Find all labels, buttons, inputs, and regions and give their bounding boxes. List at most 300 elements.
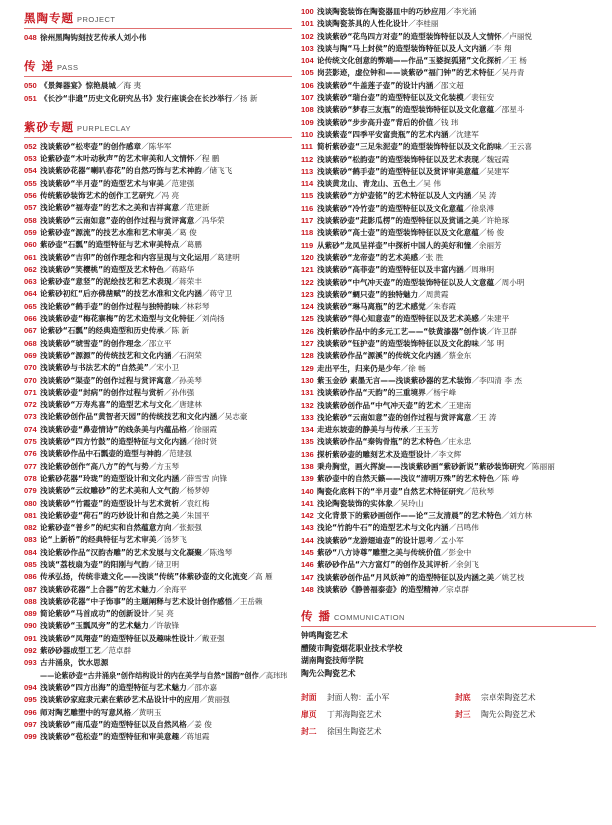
- article-title: 浅谈紫砂作品“天韵”的三重境界: [317, 388, 426, 398]
- article-author: ／彭金中: [440, 548, 472, 558]
- article-author: ／姚艺枝: [494, 572, 525, 582]
- communication-item: 钟鸣陶瓷艺术: [301, 631, 348, 641]
- toc-entry: [301, 535, 596, 547]
- page-number: 112: [301, 154, 314, 164]
- section-subtitle: COMMUNICATION: [334, 613, 405, 623]
- article-author: ／杨宇峰: [425, 388, 457, 398]
- toc-entry: [301, 559, 596, 571]
- cover-label: 封三: [455, 710, 471, 720]
- toc-entry: [301, 375, 596, 387]
- toc-entry: [24, 571, 292, 583]
- toc-entry: [301, 141, 596, 153]
- article-author: ／朱国平: [179, 510, 210, 520]
- communication-item: 陶先公陶瓷艺术: [301, 668, 356, 678]
- page-number: 079: [24, 486, 37, 496]
- article-title: 浅谈紫砂作品中石瓢壶的造型与神韵: [40, 449, 162, 459]
- page-number: 072: [24, 400, 37, 410]
- toc-entry: [301, 240, 596, 252]
- page-number: 061: [24, 252, 37, 262]
- toc-entry: [24, 325, 292, 337]
- article-author: ／周小明: [494, 277, 525, 287]
- article-author: ／朱春霞: [425, 302, 457, 312]
- article-title: 简论紫砂“马首成功”的创新设计: [40, 609, 149, 619]
- article-author: ／吴建军: [478, 166, 510, 176]
- article-title: ——论紫砂壶“古井涌泉”创作结构设计的内在美学与自然“国韵”创作: [40, 670, 259, 680]
- article-title: 走出平生，归来仍是少年: [317, 363, 401, 373]
- page-number: 065: [24, 301, 37, 311]
- toc-entry: [301, 31, 596, 43]
- article-author: ／张 胜: [418, 252, 444, 262]
- article-author: ／邵星斗: [494, 105, 525, 115]
- page-number: 146: [301, 560, 314, 570]
- toc-entry: [24, 645, 292, 657]
- toc-entry: [301, 215, 596, 227]
- right-column: [301, 0, 596, 737]
- article-author: ／周黄霞: [418, 289, 449, 299]
- article-author: ／邵亦嘉: [186, 682, 218, 692]
- article-author: ／钱 玮: [433, 117, 459, 127]
- article-author: ／范建新: [179, 203, 210, 213]
- article-title: 论紫砂壶“木叶动秋声”的艺术审美和人文情怀: [40, 154, 195, 164]
- toc-entry: [301, 572, 596, 584]
- article-author: ／李四清 李 杰: [471, 375, 522, 385]
- article-author: ／范卓群: [100, 646, 132, 656]
- page-number: 134: [301, 425, 314, 435]
- page-number: 081: [24, 510, 37, 520]
- article-author: ／宋小卫: [148, 363, 180, 373]
- article-author: ／邹 明: [478, 339, 505, 349]
- article-title: 浅谈紫砂壶“封病”的创作过程与赏析: [40, 387, 164, 397]
- page-number: 099: [24, 732, 37, 742]
- toc-entry: [24, 165, 292, 177]
- article-title: 浅谈紫砂作品“秦钩骨瓶”的艺术特色: [317, 437, 441, 447]
- article-author: ／周琳明: [463, 265, 495, 275]
- article-title: 浅谈紫砂“苞松壶”的造型特征和审美意趣: [40, 732, 180, 742]
- article-title: 浅谈紫砂“花鸟四方对壶”的造型装饰特征以及人文情怀: [317, 31, 502, 41]
- article-title: 浅论紫砂作品“汉韵杏雕”的艺术发展与文化凝聚: [40, 547, 202, 557]
- article-author: ／蒋旭霞: [179, 732, 210, 742]
- article-author: ／范秋琴: [463, 486, 495, 496]
- toc-entry: [24, 670, 292, 682]
- article-title: 浅谈紫砂“鹤手壶”的造型特征以及赏评审美意蕴: [317, 166, 479, 176]
- article-title: 《长沙“非遗”历史文化研究丛书》发行座谈会在长沙举行: [40, 93, 233, 103]
- article-author: ／陈 峥: [494, 474, 520, 484]
- article-author: ／李 翔: [486, 43, 512, 53]
- toc-entry: [24, 375, 292, 387]
- page-number: 050: [24, 81, 37, 91]
- toc-entry: [301, 522, 596, 534]
- divider: [24, 76, 292, 77]
- section-subtitle: PURPLECLAY: [77, 123, 132, 133]
- article-title: 浅论“竹韵牛石”的造型艺术与文化内涵: [317, 523, 449, 533]
- toc-entry: [24, 32, 292, 44]
- article-author: ／吴 伟: [415, 179, 441, 189]
- article-author: ／高玮玮: [258, 670, 288, 680]
- page-number: 121: [301, 265, 314, 275]
- article-author: ／蒋路华: [163, 264, 195, 274]
- article-title: 浅谈紫砂“松枣壶”的创作感章: [40, 141, 142, 151]
- article-title: 紫玉金砂 素墨无言——浅谈紫砂器的艺术装饰: [317, 375, 472, 385]
- page-number: 067: [24, 326, 37, 336]
- toc-entry: [301, 18, 596, 30]
- purpleclay-list-continued: [301, 6, 596, 596]
- page-number: 111: [301, 142, 313, 152]
- page-number: 083: [24, 535, 37, 545]
- toc-entry: [24, 313, 292, 325]
- article-author: ／蔡金东: [440, 351, 472, 361]
- toc-entry: [301, 227, 596, 239]
- article-title: 浅谈紫砂“琳马离瓶”的艺术感觉: [317, 302, 426, 312]
- page-number: 058: [24, 215, 37, 225]
- page-number: 080: [24, 498, 37, 508]
- article-author: ／许卫群: [486, 326, 517, 336]
- article-title: 紫砂砂作品“六方富灯”的创作及其评析: [317, 560, 449, 570]
- page-number: 138: [301, 461, 314, 471]
- article-title: 浅谈紫砂“梦春三友瓶”的造型装饰特征以及文化意蕴: [317, 105, 495, 115]
- article-author: ／邵立平: [141, 338, 172, 348]
- page-number: 048: [24, 33, 37, 42]
- article-title: 浅谈紫砂花器“中子饰事”的主题阐释与艺术设计创作感悟: [40, 596, 233, 606]
- page-number: 139: [301, 474, 314, 484]
- article-author: ／储飞飞: [201, 166, 233, 176]
- toc-entry: [24, 448, 292, 460]
- article-title: 浅谈紫砂《静善福泰壶》的造型精神: [317, 584, 439, 594]
- page-number: 113: [301, 166, 314, 176]
- article-author: ／王 杨: [501, 56, 527, 66]
- article-author: ／葛 俊: [171, 227, 197, 237]
- section-header-communication: [301, 608, 596, 624]
- toc-entry: [24, 141, 292, 153]
- toc-entry: [301, 104, 596, 116]
- article-title: 浅论紫砂“云南如意”壶的创作过程与赏评寓意: [317, 412, 472, 422]
- article-author: ／吕鸣伟: [448, 523, 479, 533]
- toc-entry: [24, 461, 292, 473]
- toc-entry: [24, 93, 292, 105]
- article-author: ／王云喜: [501, 142, 533, 152]
- page-number: 110: [301, 129, 314, 139]
- article-author: ／魏冠霞: [478, 154, 510, 164]
- page-number: 070: [24, 375, 37, 385]
- article-title: 论紫砂壶“源流”的技艺水准和艺术审美: [40, 227, 172, 237]
- toc-entry: [301, 67, 596, 79]
- page-number: 131: [301, 388, 314, 398]
- toc-entry: [24, 719, 292, 731]
- article-title: 浅谈紫砂“云南如意”壶的创作过程与赏评寓意: [40, 215, 195, 225]
- toc-entry: [301, 326, 596, 338]
- toc-entry: [24, 80, 292, 92]
- article-title: 浅论紫砂壶“荷石”的巧妙设计和自然之美: [40, 510, 180, 520]
- cover-label: 封二: [301, 727, 317, 737]
- toc-entry: [24, 522, 292, 534]
- toc-entry: [24, 707, 292, 719]
- page-number: 068: [24, 338, 37, 348]
- page-number: 054: [24, 166, 37, 176]
- page-number: 066: [24, 314, 37, 324]
- toc-entry: [301, 289, 596, 301]
- toc-entry: [24, 338, 292, 350]
- article-title: 紫砂“八方诗尊”雕塑之美与传统价值: [317, 548, 441, 558]
- section-header-project: [24, 10, 292, 26]
- page-number: 104: [301, 56, 314, 66]
- article-author: ／葛鹏: [179, 240, 202, 250]
- page-number: 096: [24, 707, 37, 717]
- article-title: 浅谈紫砂壶“梅花寨梅”的艺术造型与文化特征: [40, 314, 195, 324]
- toc-entry: [301, 154, 596, 166]
- article-title: 探析紫砂壶的雕刻艺术及造型设计: [317, 449, 431, 459]
- article-author: ／王玉芳: [408, 425, 439, 435]
- article-author: ／孙美琴: [171, 375, 202, 385]
- article-title: 论紫砂初红“后亦佛凿赋”的技艺水准和文化内涵: [40, 289, 202, 299]
- page-number: 105: [301, 68, 314, 78]
- toc-entry: [301, 387, 596, 399]
- toc-entry: [24, 608, 292, 620]
- article-author: ／张振强: [171, 523, 202, 533]
- article-author: ／袁红梅: [179, 498, 210, 508]
- article-title: 浅谈紫砂“得心知意壶”的造型特征以及艺术美感: [317, 314, 479, 324]
- left-column: [24, 0, 292, 743]
- toc-entry: [24, 694, 292, 706]
- article-title: 浅谈紫砂家庭隶元素在紫砂艺术品设计中的应用: [40, 695, 200, 705]
- page-number: 082: [24, 523, 37, 533]
- toc-entry: [24, 190, 292, 202]
- article-author: ／徐泉溥: [463, 203, 495, 213]
- article-author: ／方玉琴: [148, 461, 180, 471]
- page-number: 140: [301, 486, 314, 496]
- toc-entry: [24, 682, 292, 694]
- page-number: 103: [301, 43, 314, 53]
- toc-entry: [301, 117, 596, 129]
- toc-entry: [301, 313, 596, 325]
- page-number: 090: [24, 621, 37, 631]
- article-title: 浅论紫砂创作“高八方”的气与势: [40, 461, 149, 471]
- article-author: ／黄丽强: [199, 695, 230, 705]
- page-number: 141: [301, 498, 314, 508]
- article-title: 古井涌泉，饮水思源: [40, 658, 109, 668]
- toc-entry: [301, 412, 596, 424]
- communication-item: 醴陵市陶瓷烟花职业技术学校: [301, 643, 403, 653]
- article-title: 浅谈紫砂“方炉壶铭”的艺术特征以及人文内涵: [317, 191, 472, 201]
- article-author: ／孟小军: [433, 535, 464, 545]
- page-number: 147: [301, 572, 314, 582]
- toc-entry: [24, 411, 292, 423]
- toc-entry: [301, 584, 596, 596]
- cover-text: 徐国生陶瓷艺术: [327, 727, 382, 737]
- article-title: 紫砂砂器成型工艺: [40, 646, 101, 656]
- cover-text: 丁邦海陶瓷艺术: [327, 710, 382, 720]
- article-title: 浅谈紫砂“四方竹鼓”的造型特征与文化内涵: [40, 437, 187, 447]
- toc-entry: [301, 498, 596, 510]
- page-number: 101: [301, 19, 314, 29]
- article-title: 浅谈紫砂“步步高升壶”背后的价值: [317, 117, 434, 127]
- article-author: ／徐丽霞: [186, 424, 218, 434]
- page-number: 084: [24, 547, 37, 557]
- article-title: 浅谈“荔枝扇为壶”的阳刚与气韵: [40, 559, 149, 569]
- article-title: 传统紫砂装饰艺术的创作工艺研究: [40, 191, 154, 201]
- article-author: ／李光涌: [446, 7, 477, 16]
- page-number: 145: [301, 548, 314, 558]
- page-number: 088: [24, 596, 37, 606]
- toc-entry: [24, 596, 292, 608]
- page-number: 093: [24, 658, 37, 668]
- page-number: 092: [24, 646, 37, 656]
- page-number: 053: [24, 154, 37, 164]
- article-title: 陶瓷化底料下的“半月壶”自然艺术特征研究: [317, 486, 464, 496]
- toc-entry: [301, 264, 596, 276]
- toc-entry: [24, 485, 292, 497]
- article-title: 浅谈紫砂“万寿兆喜”的造型艺术与文化: [40, 400, 172, 410]
- article-author: ／石润荣: [171, 350, 202, 360]
- page-number: 076: [24, 449, 37, 459]
- article-author: ／卢丽悦: [501, 31, 533, 41]
- article-author: ／范建强: [161, 449, 192, 459]
- page-number: 144: [301, 535, 314, 545]
- article-title: 紫砂壶中的自然天籁——浅议“清明万殊”的艺术特色: [317, 474, 495, 484]
- page-number: 125: [301, 314, 314, 324]
- article-title: 浅谈陶瓷茶具的人性化设计: [317, 19, 409, 29]
- pass-list: [24, 80, 292, 105]
- article-title: 浅谈紫砂花器“喇叭春花”的自然巧饰与艺术神韵: [40, 166, 202, 176]
- article-author: ／吴丹青: [494, 68, 525, 78]
- article-author: ／王 涛: [471, 412, 497, 422]
- toc-entry: [24, 288, 292, 300]
- page-number: 106: [301, 80, 314, 90]
- toc-entry: [24, 215, 292, 227]
- page-number: 148: [301, 584, 314, 594]
- article-title: 浅谈紫砂壶“鼻壶情诗”的线条美与内蕴品格: [40, 424, 187, 434]
- cover-text: 陶先公陶瓷艺术: [481, 710, 536, 720]
- toc-entry: [301, 449, 596, 461]
- toc-entry: [24, 276, 292, 288]
- page-number: 123: [301, 289, 314, 299]
- page-number: 089: [24, 609, 37, 619]
- page-number: 055: [24, 178, 37, 188]
- article-author: ／沈建军: [448, 129, 479, 139]
- divider: [24, 137, 292, 138]
- toc-entry: [24, 559, 292, 571]
- article-title: 浅谈紫砂“云纹雕砂”的艺术美和人文气韵: [40, 486, 180, 496]
- article-title: 浅谈紫砂“笑樱桃”的造型及艺术特色: [40, 264, 164, 274]
- article-author: ／陈华军: [141, 141, 172, 151]
- toc-entry: [301, 338, 596, 350]
- article-title: 文化背景下的紫砂画创作——论“三友清晨”的艺术特色: [317, 511, 502, 521]
- page-number: 115: [301, 191, 314, 201]
- divider: [24, 28, 292, 29]
- article-title: 浅谈紫砂与书法艺术的“自然美”: [40, 363, 149, 373]
- article-title: 从紫砂“龙凤呈祥壶”中探析中国人的美好和憧: [317, 240, 472, 250]
- page-number: 097: [24, 719, 37, 729]
- article-author: ／宗卓群: [438, 584, 469, 594]
- article-title: 浅谈紫砂“蜩只壶”的独特魅力: [317, 289, 419, 299]
- page-number: 052: [24, 141, 37, 151]
- divider: [301, 626, 596, 627]
- page-number: 087: [24, 584, 37, 594]
- page-number: 059: [24, 227, 37, 237]
- toc-entry: [301, 55, 596, 67]
- article-author: ／裴钰安: [463, 93, 495, 103]
- toc-entry: [301, 424, 596, 436]
- toc-entry: [24, 633, 292, 645]
- article-title: 浅谈紫砂“龙游翅迪壶”的设计思考: [317, 535, 434, 545]
- article-author: ／蒋荣丰: [171, 277, 202, 287]
- toc-entry: [301, 461, 596, 473]
- article-title: 浅谈黄龙山、青龙山、五色土: [317, 179, 416, 189]
- toc-entry: [24, 153, 292, 165]
- article-author: ／余丽芳: [471, 240, 502, 250]
- toc-entry: [24, 227, 292, 239]
- page-number: 095: [24, 695, 37, 705]
- toc-entry: [301, 190, 596, 202]
- toc-entry: [301, 129, 596, 141]
- article-title: 浅谈紫壶“四季平安富贵瓶”的艺术内涵: [317, 129, 449, 139]
- toc-entry: [24, 657, 292, 669]
- page-number: 100: [301, 7, 314, 16]
- article-title: 浅谈紫砂“源源”的传统技艺和文化内涵: [40, 350, 172, 360]
- article-title: 浅谈紫砂创作品“中气冲天壶”的艺术: [317, 400, 441, 410]
- page-number: 124: [301, 302, 314, 312]
- page-number: 128: [301, 351, 314, 361]
- article-author: ／高 雁: [247, 572, 273, 582]
- article-author: ／程 鹏: [194, 154, 220, 164]
- cover-label: 封面: [301, 693, 317, 703]
- toc-entry: [301, 252, 596, 264]
- page-number: 051: [24, 93, 37, 103]
- toc-entry: [24, 301, 292, 313]
- page-number: 120: [301, 252, 314, 262]
- article-title: 浅论陶瓷装饰的实体象: [317, 498, 393, 508]
- article-author: ／吴 亮: [148, 609, 174, 619]
- toc-entry: [24, 731, 292, 743]
- article-author: ／陈丽丽: [524, 461, 555, 471]
- cover-text: 封面人物：孟小军: [327, 693, 390, 703]
- article-author: ／杨 俊: [478, 228, 505, 238]
- article-title: 浅谈陶瓷装饰在陶瓷器皿中的巧妙应用: [317, 7, 447, 16]
- article-title: 《景舞器宴》惊艳晨城: [40, 81, 116, 91]
- cover-credits: [301, 692, 596, 737]
- toc-entry: [301, 301, 596, 313]
- article-title: 论传统文化创意的弊端——作品“玉婆捉狐猪”文化探析: [317, 56, 502, 66]
- article-title: 走进东坡壶的静美与与传承: [317, 425, 409, 435]
- article-author: ／孙伟强: [163, 387, 195, 397]
- article-author: ／徐 畅: [400, 363, 426, 373]
- article-title: 浅谈紫砂“四方出海”的造型特征与艺术魅力: [40, 682, 187, 692]
- page-number: 085: [24, 559, 37, 569]
- article-author: ／扬 新: [232, 93, 258, 103]
- page-number: 075: [24, 437, 37, 447]
- article-author: ／吴志豪: [217, 412, 248, 422]
- page-number: 130: [301, 375, 314, 385]
- toc-entry: [24, 534, 292, 546]
- article-author: ／黄明玉: [131, 707, 162, 717]
- article-author: ／储卫明: [148, 559, 180, 569]
- article-title: 浅谈紫砂“渠壶”的创作过程与赏评寓意: [40, 375, 172, 385]
- article-title: 浅谈与陶“马上封侯”的造型装饰特征以及人文内涵: [317, 43, 487, 53]
- page-number: 057: [24, 203, 37, 213]
- toc-entry: [24, 202, 292, 214]
- article-author: ／王建南: [440, 400, 472, 410]
- article-title: 浅谈紫砂“中气冲天壶”的造型装饰特征以及人文意蕴: [317, 277, 495, 287]
- page-number: 077: [24, 461, 37, 471]
- page-number: 109: [301, 117, 314, 127]
- article-title: 浅谈紫砂“牛盖莲子壶”的设计内涵: [317, 80, 434, 90]
- toc-entry: [301, 510, 596, 522]
- article-title: 论“上新桥”的经典特征与艺术审美: [40, 535, 157, 545]
- article-title: 浅谈紫砂“冷竹壶”的造型特征以及文化意蕴: [317, 203, 464, 213]
- toc-entry: [24, 424, 292, 436]
- article-title: 岗芸影迹，虚位钟和——谈紫砂“福门钟”的艺术特征: [317, 68, 495, 78]
- article-author: ／李文辉: [430, 449, 462, 459]
- article-title: 简析紫砂壶“三足朱泥壶”的造型装饰特征以及文化韵味: [317, 142, 502, 152]
- section-header-pass: [24, 58, 292, 74]
